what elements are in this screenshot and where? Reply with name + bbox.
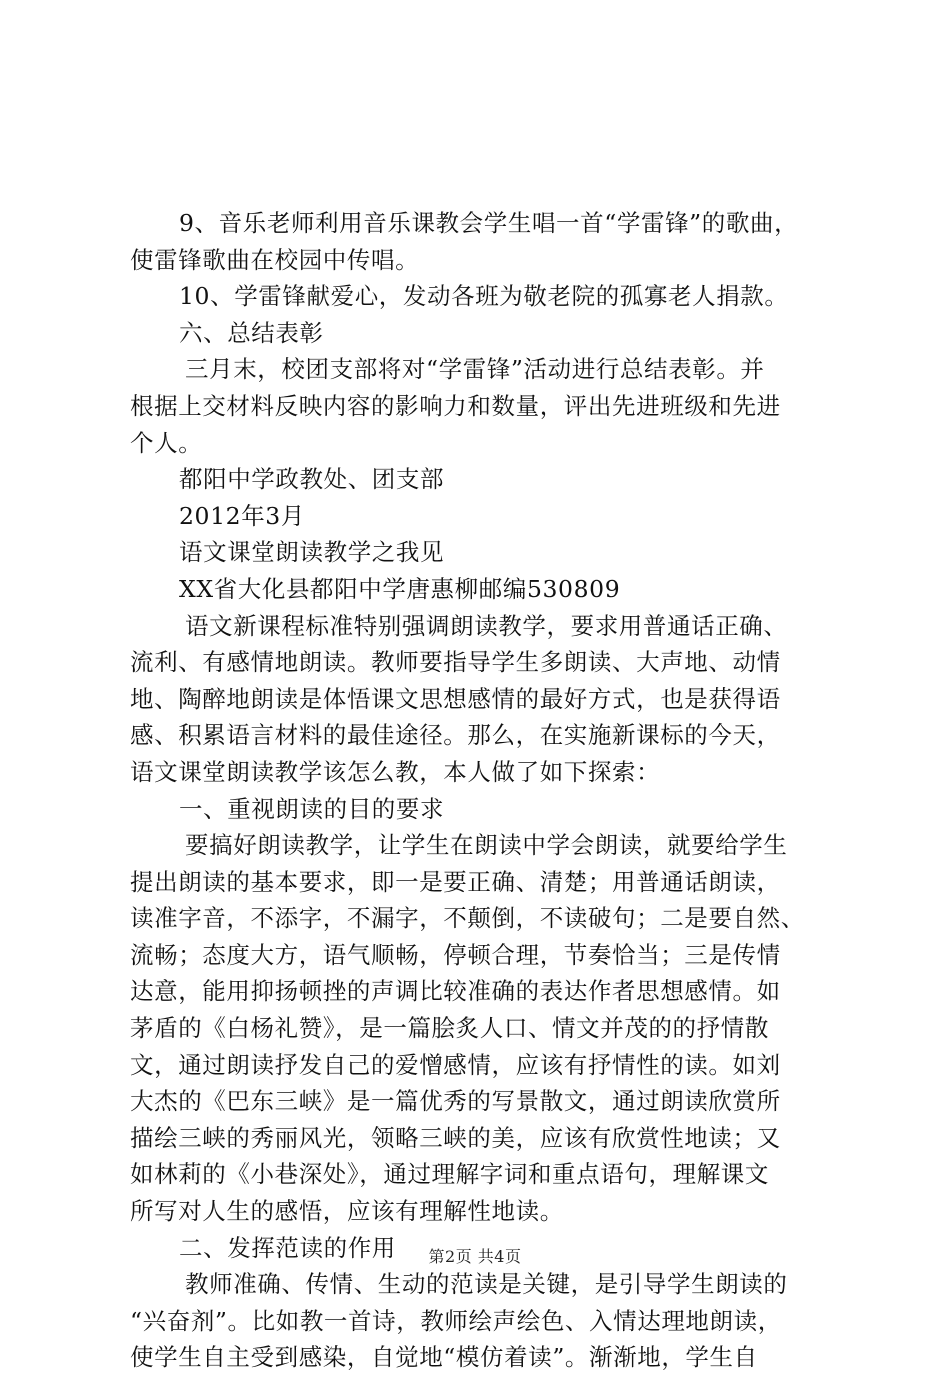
text-line: 茅盾的《白杨礼赞》，是一篇脍炙人口、情文并茂的的抒情散	[130, 1014, 769, 1043]
text-line: 如林莉的《小巷深处》，通过理解字词和重点语句，理解课文	[130, 1160, 769, 1189]
paragraph	[130, 1266, 845, 1376]
text-line: 流利、有感情地朗读。教师要指导学生多朗读、大声地、动情	[130, 648, 781, 677]
text-line: 文，通过朗读抒发自己的爱憎感情，应该有抒情性的读。如刘	[130, 1050, 781, 1079]
text-line: 教师准确、传情、生动的范读是关键，是引导学生朗读的	[185, 1270, 788, 1299]
text-line: 根据上交材料反映内容的影响力和数量，评出先进班级和先进	[130, 391, 781, 420]
text-line: 要搞好朗读教学，让学生在朗读中学会朗读，就要给学生	[185, 831, 788, 860]
text-line: 感、积累语言材料的最佳途径。那么，在实施新课标的今天，	[130, 721, 781, 750]
paragraph	[130, 827, 845, 1230]
text-line: 10、学雷锋献爱心，发动各班为敬老院的孤寡老人捐款。	[179, 282, 789, 311]
text-line: 都阳中学政教处、团支部	[179, 465, 445, 494]
text-line: 二、发挥范读的作用	[179, 1233, 396, 1262]
text-line: 地、陶醉地朗读是体悟课文思想感情的最好方式，也是获得语	[130, 684, 781, 713]
text-line: 描绘三峡的秀丽风光，领略三峡的美，应该有欣赏性地读；又	[130, 1123, 781, 1152]
text-line: 大杰的《巴东三峡》是一篇优秀的写景散文，通过朗读欣赏所	[130, 1087, 781, 1116]
text-line: 语文新课程标准特别强调朗读教学，要求用普通话正确、	[185, 611, 788, 640]
text-line: 语文课堂朗读教学该怎么教，本人做了如下探索：	[130, 757, 661, 786]
text-line: 使学生自主受到感染，自觉地“模仿着读”。渐渐地，学生自	[130, 1343, 758, 1372]
paragraph	[130, 278, 845, 315]
text-line: 使雷锋歌曲在校园中传唱。	[130, 245, 420, 274]
text-line: 2012年3月	[179, 501, 305, 530]
paragraph	[130, 461, 845, 498]
paragraph	[130, 608, 845, 791]
text-line: 读准字音，不添字，不漏字，不颠倒，不读破句；二是要自然、	[130, 904, 805, 933]
text-line: 提出朗读的基本要求，即一是要正确、清楚；用普通话朗读，	[130, 867, 781, 896]
text-line: “兴奋剂”。比如教一首诗，教师绘声绘色、入情达理地朗读，	[130, 1306, 782, 1335]
paragraph	[130, 498, 845, 535]
text-line: 流畅；态度大方，语气顺畅，停顿合理，节奏恰当；三是传情	[130, 940, 781, 969]
text-line: 个人。	[130, 428, 203, 457]
text-line: XX省大化县都阳中学唐惠柳邮编530809	[179, 574, 621, 603]
paragraph	[130, 791, 845, 828]
text-line: 六、总结表彰	[179, 318, 324, 347]
page-footer: 第2页 共4页	[428, 1247, 522, 1266]
paragraph	[130, 351, 845, 461]
paragraph	[130, 534, 845, 571]
text-line: 一、重视朗读的目的要求	[179, 794, 445, 823]
text-line: 三月末，校团支部将对“学雷锋”活动进行总结表彰。并	[185, 355, 765, 384]
paragraph	[130, 205, 845, 278]
paragraph	[130, 315, 845, 352]
text-line: 9、音乐老师利用音乐课教会学生唱一首“学雷锋”的歌曲，	[179, 209, 799, 237]
text-line: 所写对人生的感悟，应该有理解性地读。	[130, 1197, 564, 1226]
paragraph	[130, 571, 845, 608]
text-line: 达意，能用抑扬顿挫的声调比较准确的表达作者思想感情。如	[130, 977, 781, 1006]
document-body	[130, 205, 845, 1376]
text-line: 语文课堂朗读教学之我见	[179, 538, 445, 567]
